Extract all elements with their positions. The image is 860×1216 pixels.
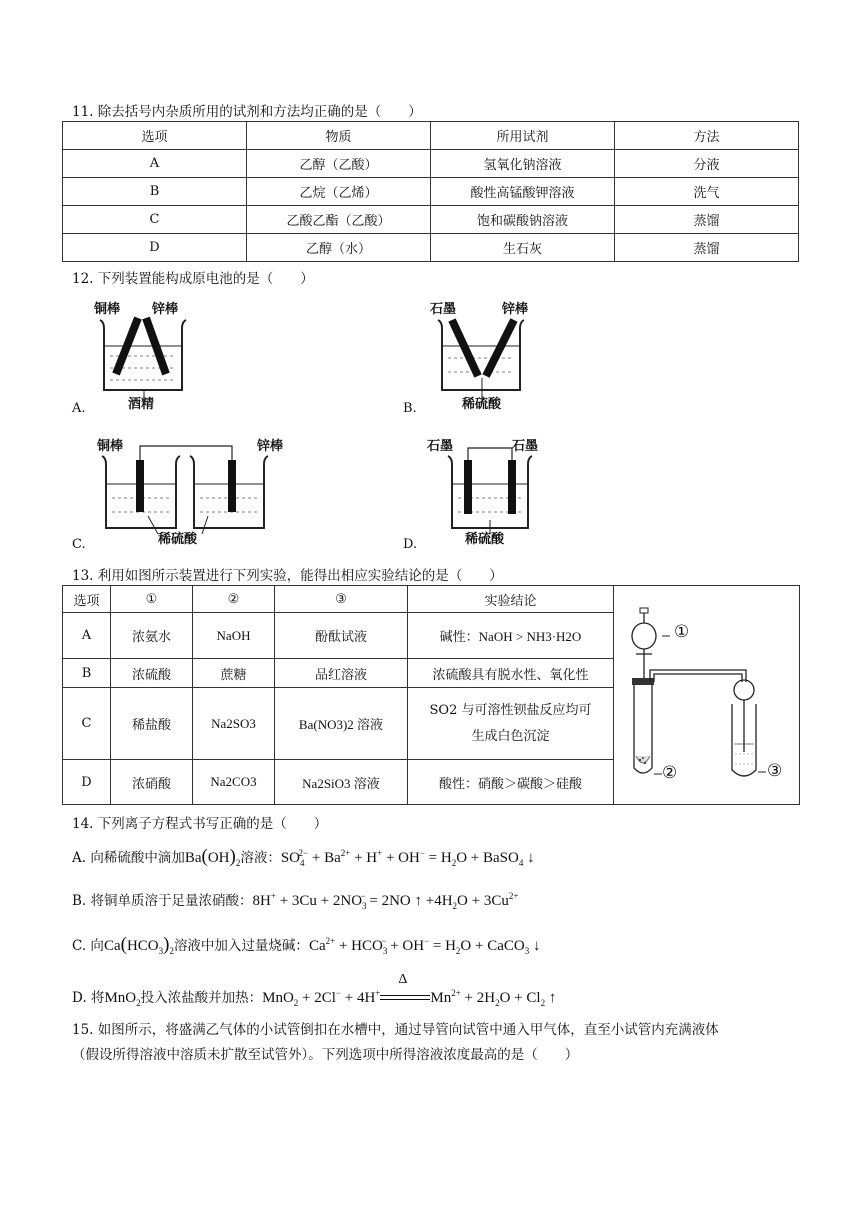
q11-header-substance: 物质	[247, 122, 431, 150]
q14-b-equation: $8H^+ + 3Cu + 2NO_3^- = 2NO$ ↑ $+4H_2O + 3Cu^{2+}$	[252, 891, 519, 911]
q14-option-a: A. 向稀硫酸中滴加$Ba(OH)_2$溶液：$SO_4^{2-} + Ba^{2+} + H^+ + OH^- = H_2O$ + BaSO$_4$ ↓	[72, 846, 535, 868]
table-cell: 酸性：硝酸＞碳酸＞硅酸	[408, 760, 614, 805]
q11-stem: 11. 除去括号内杂质所用的试剂和方法均正确的是（ ）	[72, 104, 422, 120]
table-cell: 生石灰	[431, 234, 615, 262]
q12-a-left-label: 铜棒	[94, 302, 121, 317]
q12-c-right-label: 锌棒	[257, 439, 284, 454]
q13-header-1: ①	[111, 586, 193, 613]
q14-c-mid: 溶液中加入过量烧碱：	[173, 938, 309, 954]
table-cell: 洗气	[615, 178, 799, 206]
table-row	[63, 206, 799, 234]
q12-option-d-letter: D.	[403, 537, 418, 552]
table-cell: 碱性：NaOH > NH3·H2O	[408, 613, 614, 659]
table-cell: 乙烷（乙烯）	[247, 178, 431, 206]
table-cell: 蒸馏	[615, 234, 799, 262]
q14-option-c: C. 向$Ca(HCO_3)_2$溶液中加入过量烧碱：$Ca^{2+} + HCO_3^- + OH^- = H_2O$ + CaCO$_3$ ↓	[72, 934, 541, 956]
q13-c-conclusion-line2: 生成白色沉淀	[471, 728, 550, 744]
table-cell: 浓氨水	[111, 613, 193, 659]
table-cell: Na2CO3	[193, 760, 275, 805]
table-cell: 稀盐酸	[111, 688, 193, 760]
q12-c-two-beaker-figure	[98, 440, 268, 540]
q12-b-left-label: 石墨	[430, 302, 457, 317]
q13-apparatus-cell	[614, 586, 800, 805]
q12-d-left-label: 石墨	[427, 439, 454, 454]
q12-a-right-label: 锌棒	[152, 302, 179, 317]
q14-d-prefix: D. 将	[72, 990, 105, 1006]
table-cell: B	[63, 178, 247, 206]
table-cell: D	[63, 234, 247, 262]
table-cell: 品红溶液	[275, 659, 408, 688]
table-cell: 浓硫酸具有脱水性、氧化性	[408, 659, 614, 688]
q13-c-conclusion-line1: SO2 与可溶性钡盐反应均可	[429, 702, 592, 718]
q13-table	[62, 585, 800, 805]
q12-c-bottom-label: 稀硫酸	[158, 532, 198, 547]
q11-header-row	[63, 122, 799, 150]
table-cell: 乙酸乙酯（乙酸）	[247, 206, 431, 234]
table-cell: 乙醇（水）	[247, 234, 431, 262]
q13-figure-label-1: ①	[674, 622, 690, 642]
q14-b-prefix: B. 将铜单质溶于足量浓硝酸：	[72, 893, 253, 909]
table-cell: 乙醇（乙酸）	[247, 150, 431, 178]
table-cell: NaOH	[193, 613, 275, 659]
table-cell: Ba(NO3)2 溶液	[275, 688, 408, 760]
q13-figure-label-2: ②	[662, 763, 678, 783]
table-cell: 酚酞试液	[275, 613, 408, 659]
q12-a-beaker-figure	[96, 316, 196, 396]
table-cell	[408, 688, 614, 760]
table-cell: A	[63, 150, 247, 178]
q14-c-prefix: C. 向	[72, 938, 104, 954]
q12-option-c-letter: C.	[72, 537, 86, 552]
q12-d-beaker-figure	[446, 440, 536, 540]
q12-a-bottom-label: 酒精	[128, 397, 155, 412]
table-cell: 饱和碳酸钠溶液	[431, 206, 615, 234]
q11-header-reagent: 所用试剂	[431, 122, 615, 150]
q14-a-equation: $SO_4^{2-} + Ba^{2+} + H^+ + OH^- = H_2O$ + BaSO$_4$ ↓	[280, 848, 535, 868]
q14-a-prefix: A. 向稀硫酸中滴加	[72, 850, 185, 866]
q12-b-bottom-label: 稀硫酸	[462, 397, 502, 412]
table-row	[63, 178, 799, 206]
q12-d-right-label: 石墨	[512, 439, 539, 454]
q14-option-d: D. 将MnO$_2$投入浓盐酸并加热：MnO$_2$ + 2Cl− + 4H+ Δ $Mn^{2+} + 2H_2O + Cl_2$ ↑	[72, 971, 557, 1008]
table-cell: 蔗糖	[193, 659, 275, 688]
table-cell: Na2SiO3 溶液	[275, 760, 408, 805]
q14-a-mid: 溶液：	[240, 850, 281, 866]
q11-table	[62, 121, 799, 262]
table-cell: 酸性高锰酸钾溶液	[431, 178, 615, 206]
q12-stem: 12. 下列装置能构成原电池的是（ ）	[72, 271, 314, 287]
q15-line1: 15. 如图所示，将盛满乙气体的小试管倒扣在水槽中，通过导管向试管中通入甲气体，直至小试管内充满液体	[72, 1022, 719, 1038]
q11-header-method: 方法	[615, 122, 799, 150]
q13-header-conclusion: 实验结论	[408, 586, 614, 613]
q14-stem: 14. 下列离子方程式书写正确的是（ ）	[72, 816, 328, 832]
q13-header-2: ②	[193, 586, 275, 613]
table-cell: A	[63, 613, 111, 659]
table-cell: D	[63, 760, 111, 805]
table-cell: C	[63, 206, 247, 234]
table-cell: 氢氧化钠溶液	[431, 150, 615, 178]
table-cell: Na2SO3	[193, 688, 275, 760]
q13-header-3: ③	[275, 586, 408, 613]
q12-b-beaker-figure	[434, 316, 534, 396]
q12-option-b-letter: B.	[403, 401, 417, 416]
q14-d-delta: Δ	[398, 971, 408, 987]
q13-stem: 13. 利用如图所示装置进行下列实验，能得出相应实验结论的是（ ）	[72, 568, 503, 584]
q12-b-right-label: 锌棒	[502, 302, 529, 317]
q12-c-left-label: 铜棒	[97, 439, 124, 454]
q12-option-a-letter: A.	[72, 401, 86, 416]
q12-d-bottom-label: 稀硫酸	[465, 532, 505, 547]
table-cell: 浓硝酸	[111, 760, 193, 805]
table-cell: 浓硫酸	[111, 659, 193, 688]
table-row	[63, 234, 799, 262]
table-cell: C	[63, 688, 111, 760]
q13-header-row	[63, 586, 800, 613]
q11-header-option: 选项	[63, 122, 247, 150]
table-cell: B	[63, 659, 111, 688]
q14-d-mid: 投入浓盐酸并加热：	[140, 990, 263, 1006]
q14-d-equation: MnO$_2$ + 2Cl− + 4H+ Δ $Mn^{2+} + 2H_2O + Cl_2$ ↑	[262, 971, 557, 1008]
table-cell: 分液	[615, 150, 799, 178]
table-row	[63, 150, 799, 178]
q13-header-option: 选项	[63, 586, 111, 613]
q13-figure-label-3: ③	[767, 761, 783, 781]
q15-line2: （假设所得溶液中溶质未扩散至试管外）。下列选项中所得溶液浓度最高的是（ ）	[72, 1047, 579, 1063]
table-cell: 蒸馏	[615, 206, 799, 234]
q14-c-equation: $Ca^{2+} + HCO_3^- + OH^- = H_2O$ + CaCO$_3$ ↓	[308, 936, 541, 956]
q14-option-b	[72, 889, 518, 911]
